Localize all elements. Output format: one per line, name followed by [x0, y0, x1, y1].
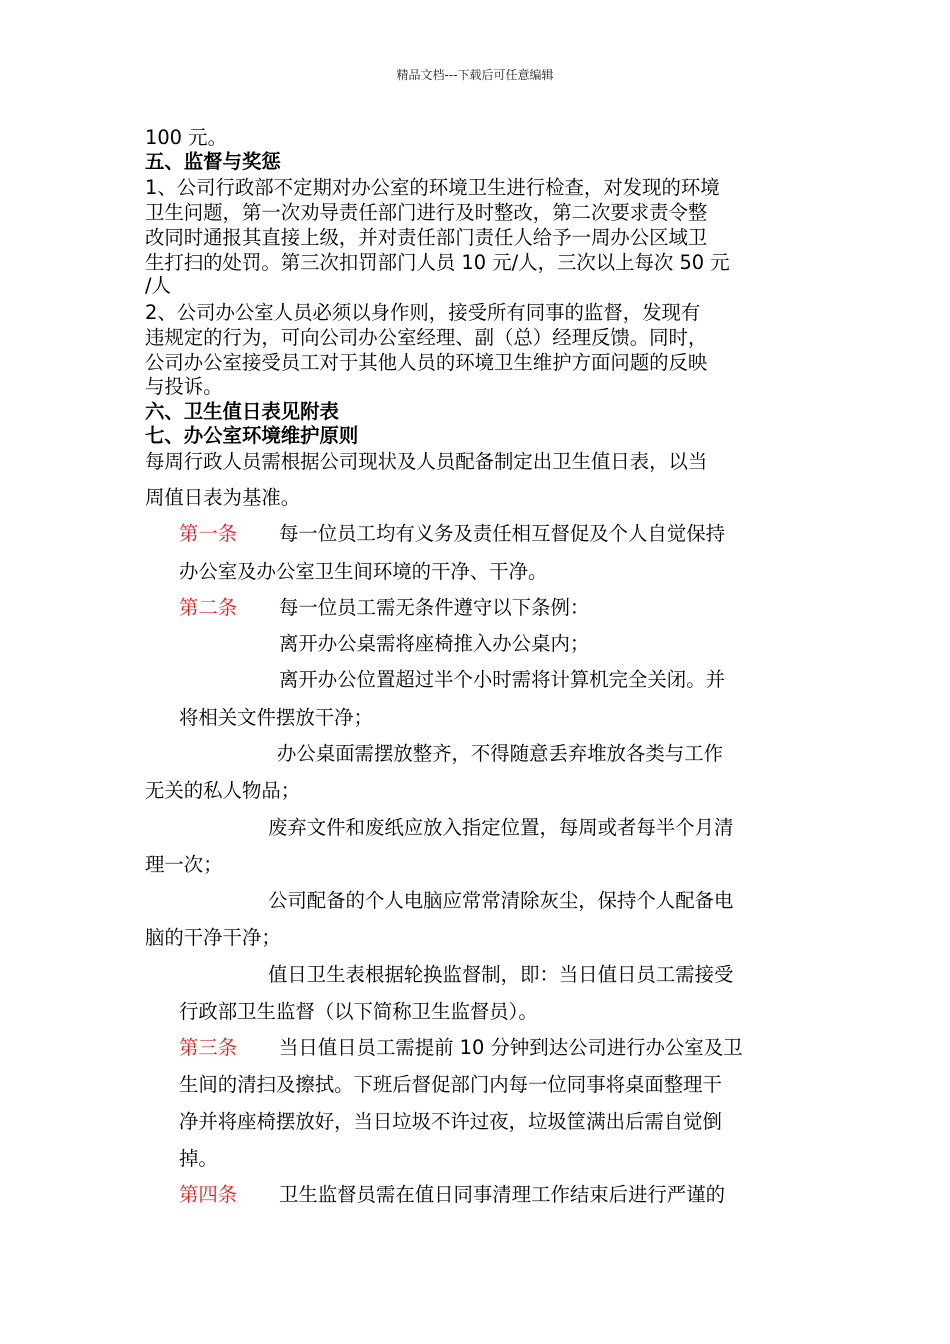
paragraph-line: 办公室及办公室卫生间环境的干净、干净。	[179, 560, 548, 583]
article-text: 卫生监督员需在值日同事清理工作结束后进行严谨的	[279, 1183, 725, 1206]
paragraph-line: 生间的清扫及擦拭。下班后督促部门内每一位同事将桌面整理干	[179, 1073, 722, 1096]
paragraph-line: 无关的私人物品；	[145, 779, 301, 802]
paragraph-line: 与投诉。	[145, 375, 223, 398]
paragraph-line: 公司办公室接受员工对于其他人员的环境卫生维护方面问题的反映	[145, 351, 708, 374]
article-text: 每一位员工均有义务及责任相互督促及个人自觉保持	[279, 522, 725, 545]
rule-line: 公司配备的个人电脑应常常清除灰尘，保持个人配备电	[268, 889, 734, 912]
paragraph-line: 净并将座椅摆放好，当日垃圾不许过夜，垃圾筐满出后需自觉倒	[179, 1110, 722, 1133]
section-heading: 五、监督与奖惩	[145, 150, 281, 173]
paragraph-line: 100 元。	[145, 126, 227, 149]
paragraph-line: /人	[145, 274, 171, 297]
paragraph-line: 卫生问题，第一次劝导责任部门进行及时整改，第二次要求责令整	[145, 201, 708, 224]
rule-line: 废弃文件和废纸应放入指定位置，每周或者每半个月清	[268, 816, 734, 839]
paragraph-line: 2、公司办公室人员必须以身作则，接受所有同事的监督，发现有	[145, 301, 701, 324]
article-3	[179, 1036, 743, 1060]
paragraph-line: 生打扫的处罚。第三次扣罚部门人员 10 元/人，三次以上每次 50 元	[145, 251, 730, 274]
section-heading: 七、办公室环境维护原则	[145, 424, 359, 447]
page-header: 精品文档---下载后可任意编辑	[396, 68, 554, 82]
article-label: 第四条	[179, 1183, 238, 1206]
paragraph-line: 1、公司行政部不定期对办公室的环境卫生进行检查，对发现的环境	[145, 176, 720, 199]
paragraph-line: 掉。	[179, 1147, 218, 1170]
paragraph-line: 脑的干净干净；	[145, 926, 281, 949]
paragraph-line: 行政部卫生监督（以下简称卫生监督员）。	[179, 1000, 538, 1023]
article-2	[179, 596, 589, 620]
article-label: 第三条	[179, 1036, 238, 1059]
rule-line: 离开办公桌需将座椅推入办公桌内；	[279, 632, 590, 655]
paragraph-line: 改同时通报其直接上级，并对责任部门责任人给予一周办公区域卫	[145, 226, 708, 249]
rule-line: 值日卫生表根据轮换监督制，即：当日值日员工需接受	[268, 963, 734, 986]
paragraph-line: 违规定的行为，可向公司办公室经理、副（总）经理反馈。同时，	[145, 326, 708, 349]
article-label: 第一条	[179, 522, 238, 545]
rule-line: 离开办公位置超过半个小时需将计算机完全关闭。并	[279, 668, 725, 691]
section-heading: 六、卫生值日表见附表	[145, 400, 339, 423]
paragraph-line: 每周行政人员需根据公司现状及人员配备制定出卫生值日表，以当	[145, 450, 708, 473]
paragraph-line: 理一次；	[145, 853, 223, 876]
article-1	[179, 522, 725, 546]
article-label: 第二条	[179, 596, 238, 619]
paragraph-line: 将相关文件摆放干净；	[179, 706, 373, 729]
article-text: 当日值日员工需提前 10 分钟到达公司进行办公室及卫	[279, 1036, 743, 1059]
article-4	[179, 1183, 725, 1207]
article-text: 每一位员工需无条件遵守以下条例：	[279, 596, 590, 619]
rule-line: 办公桌面需摆放整齐，不得随意丢弃堆放各类与工作	[277, 742, 723, 765]
paragraph-line: 周值日表为基准。	[145, 486, 301, 509]
